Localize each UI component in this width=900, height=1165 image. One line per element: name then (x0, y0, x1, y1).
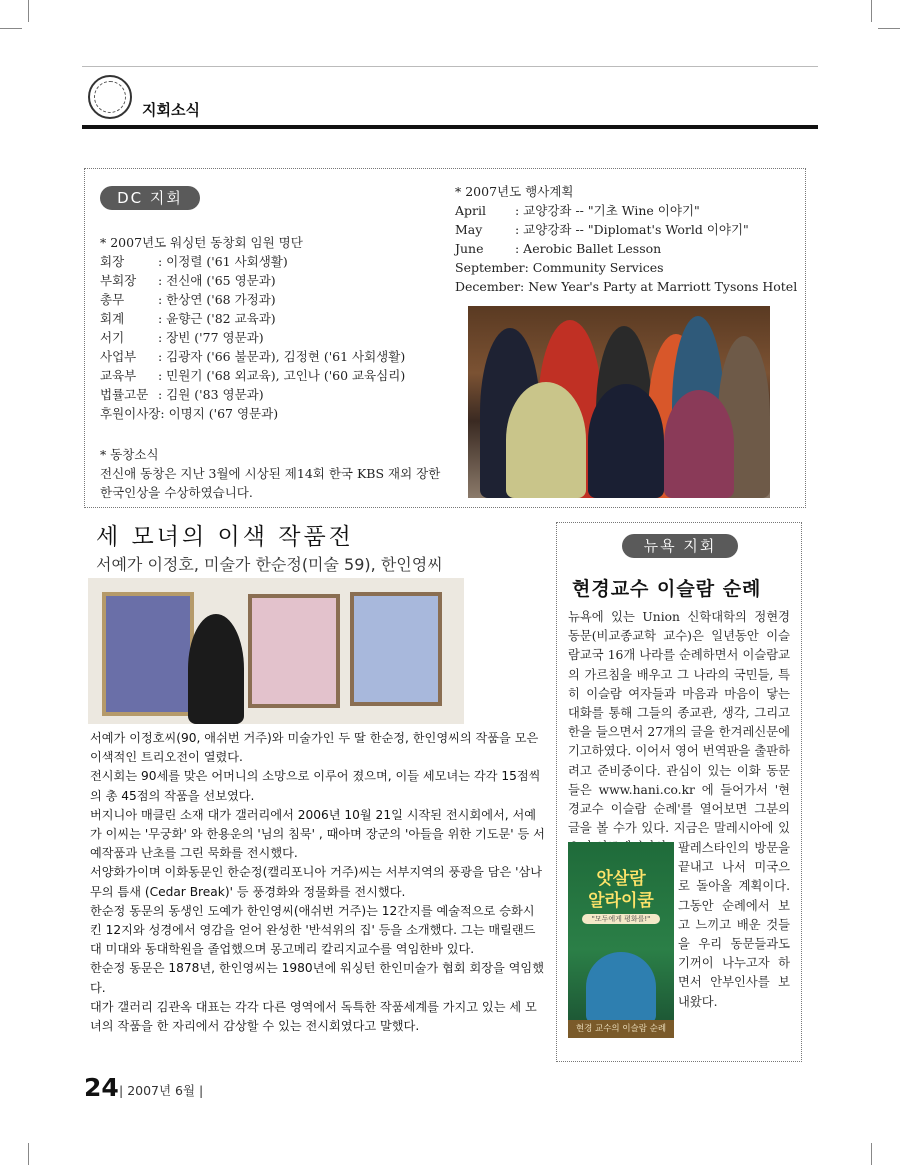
officer-row: 교육부 : 민원기 ('68 외교육), 고인나 ('60 교육심리) (100, 368, 406, 383)
news-heading: * 동창소식 (100, 447, 159, 462)
event-row: April : 교양강좌 -- "기초 Wine 이야기" (455, 203, 700, 218)
ny-article-body-continued: 팔레스타인의 방문을 끝내고 나서 미국으로 돌아올 계획이다. 그동안 순례에서 보고 느끼고 배운 것들을 우리 동문들과도 기꺼이 나누고자 하면서 안부인사를 보내왔다. (678, 841, 790, 1009)
crop-mark (871, 1143, 872, 1165)
events-schedule (455, 182, 797, 296)
alumni-emblem-icon (88, 75, 132, 119)
crop-mark (28, 1143, 29, 1165)
event-row: June : Aerobic Ballet Lesson (455, 241, 662, 256)
ny-article-title: 현경교수 이슬람 순례 (572, 578, 762, 600)
officer-row: 회계 : 윤향근 ('82 교육과) (100, 311, 276, 326)
ny-chapter-badge: 뉴욕 지회 (622, 534, 738, 558)
officer-row: 부회장 : 전신애 ('65 영문과) (100, 273, 276, 288)
article-paragraph: 한순정 동문은 1878년, 한인영씨는 1980년에 워싱턴 한인미술가 협회 회장을 역임했다. (90, 961, 544, 995)
exhibition-photo (88, 578, 464, 724)
author-portrait (586, 952, 656, 1024)
book-title: 앗살람 알라이쿰 (588, 869, 654, 911)
crop-mark (28, 0, 29, 22)
events-heading: * 2007년도 행사계획 (455, 184, 574, 199)
article-paragraph: 서예가 이정호씨(90, 애쉬번 거주)와 미술가인 두 딸 한순정, 한인영씨의 작품을 모은 이색적인 트리오전이 열렸다. (90, 731, 539, 765)
officer-row: 서기 : 장빈 ('77 영문과) (100, 330, 264, 345)
news-line: 전신애 동창은 지난 3월에 시상된 제14회 한국 KBS 재외 장한 (100, 466, 441, 481)
dc-chapter-badge: DC 지회 (100, 186, 200, 210)
officer-row: 회장 : 이정렬 ('61 사회생활) (100, 254, 288, 269)
officers-list (100, 233, 405, 423)
article-paragraph: 서양화가이며 이화동문인 한순정(캘리포니아 거주)씨는 서부지역의 풍광을 담은 '삼나무의 틈새 (Cedar Break)' 등 풍경화와 정물화를 전시했다. (90, 865, 543, 899)
crop-mark (878, 28, 900, 29)
book-caption: 현경 교수의 이슬람 순례 (568, 1020, 674, 1038)
crop-mark (0, 28, 22, 29)
crop-mark (871, 0, 872, 22)
officer-row: 후원이사장 : 이명지 ('67 영문과) (100, 406, 279, 421)
article-paragraph: 버지니아 매클린 소재 대가 갤러리에서 2006년 10월 21일 시작된 전시회에서, 서예가 이씨는 '무궁화' 와 한용운의 '님의 침묵' , 때아며 장군의 '아들을 위한 기도문' 등 서예작품과 난초를 그린 묵화를 전시했다. (90, 807, 545, 861)
article-body (90, 729, 545, 1036)
event-row: May : 교양강좌 -- "Diplomat's World 이야기" (455, 222, 749, 237)
book-cover (568, 842, 674, 1038)
event-row: December: New Year's Party at Marriott Tysons Hotel (455, 279, 798, 294)
news-line: 한국인상을 수상하였습니다. (100, 485, 253, 500)
article-paragraph: 한순정 동문의 동생인 도예가 한인영씨(애쉬번 거주)는 12간지를 예술적으로 승화시킨 12지와 성경에서 영감을 얻어 완성한 '반석위의 집' 등을 소개했다. 그는 매릴랜드대 미대와 동대학원을 졸업했으며 몽고메리 칼리지교수를 역임한바 있다. (90, 903, 536, 957)
book-tagline: "모두에게 평화를!" (582, 914, 660, 924)
page-number: 24 (84, 1073, 119, 1102)
event-row: September: Community Services (455, 260, 664, 275)
article-title: 세 모녀의 이색 작품전 (96, 524, 354, 550)
officers-heading: * 2007년도 워싱턴 동창회 임원 명단 (100, 235, 303, 250)
header-top-rule (82, 66, 818, 67)
header-rule (82, 125, 818, 129)
article-subtitle: 서예가 이정호, 미술가 한순정(미술 59), 한인영씨 (96, 555, 443, 574)
officer-row: 법률고문 : 김원 ('83 영문과) (100, 387, 264, 402)
issue-date: | 2007년 6월 | (119, 1083, 204, 1098)
ny-article-body: 뉴욕에 있는 Union 신학대학의 정현경 동문(비교종교학 교수)은 일년동안 이슬람교국 16개 나라를 순례하면서 이슬람교의 가르침을 배우고 그 나라의 국민들, 특히 이슬람 여자들과 마음과 마음이 닿는 대화를 통해 그들의 종교관, 생각, 그리고 한을 들으면서 27개의 글을 한겨레신문에 기고하였다. 이어서 영어 번역판을 출판하려고 준비중이다. 관심이 있는 이화 동문들은 www.hani.co.kr 에 들어가서 '현경교수 이슬람 순례'를 열어보면 그분의 글을 볼 수가 있다. 지금은 말레시아에 있 (568, 610, 790, 836)
article-paragraph: 대가 갤러리 김관옥 대표는 각각 다른 영역에서 독특한 작품세계를 가지고 있는 세 모녀의 작품을 한 자리에서 감상할 수 있는 전시회였다고 말했다. (90, 999, 537, 1034)
section-title: 지회소식 (142, 101, 200, 119)
alumni-news (100, 445, 440, 502)
group-photo (468, 306, 770, 498)
officer-row: 사업부 : 김광자 ('66 불문과), 김정현 ('61 사회생활) (100, 349, 406, 364)
officer-row: 총무 : 한상연 ('68 가정과) (100, 292, 276, 307)
article-paragraph: 전시회는 90세를 맞은 어머니의 소망으로 이루어 졌으며, 이들 세모녀는 각각 15점씩의 총 45점의 작품을 선보였다. (90, 769, 541, 803)
